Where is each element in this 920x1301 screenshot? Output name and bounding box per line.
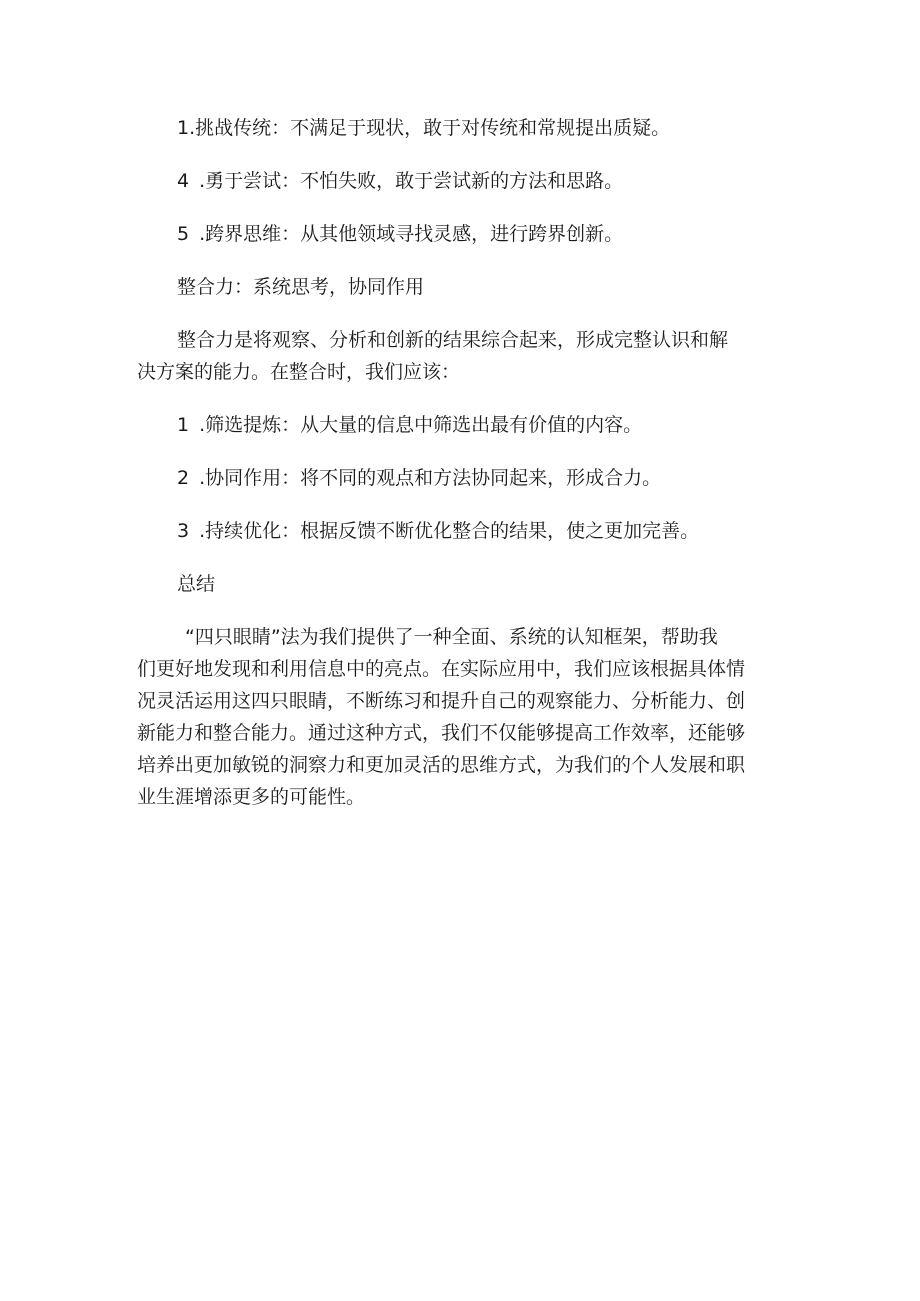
paragraph-line: “四只眼睛”法为我们提供了一种全面、系统的认知框架，帮助我	[185, 626, 718, 648]
paragraph-line: 业生涯增添更多的可能性。	[137, 786, 366, 808]
list-text: .跨界思维：从其他领域寻找灵感，进行跨界创新。	[199, 223, 624, 245]
list-number: 4	[177, 170, 190, 192]
paragraph-line: 况灵活运用这四只眼睛，不断练习和提升自己的观察能力、分析能力、创	[137, 690, 746, 712]
paragraph-line: 们更好地发现和利用信息中的亮点。在实际应用中，我们应该根据具体情	[137, 658, 746, 680]
paragraph-line: 整合力是将观察、分析和创新的结果综合起来，形成完整认识和解	[177, 329, 729, 351]
paragraph-line: 培养出更加敏锐的洞察力和更加灵活的思维方式，为我们的个人发展和职	[137, 754, 746, 776]
list-item	[137, 218, 787, 250]
list-text: 挑战传统：不满足于现状，敢于对传统和常规提出质疑。	[195, 117, 671, 139]
paragraph-line: 新能力和整合能力。通过这种方式，我们不仅能够提高工作效率，还能够	[137, 722, 746, 744]
list-number: 1.	[177, 117, 196, 139]
summary-heading: 总结	[177, 573, 216, 595]
list-text: .持续优化：根据反馈不断优化整合的结果，使之更加完善。	[199, 520, 700, 542]
list-item	[137, 515, 787, 547]
document-body	[137, 112, 787, 834]
list-item	[137, 112, 787, 144]
list-number: 1	[177, 414, 190, 436]
list-item	[137, 409, 787, 441]
list-number: 5	[177, 223, 190, 245]
list-number: 2	[177, 467, 190, 489]
list-item	[137, 462, 787, 494]
list-item	[137, 165, 787, 197]
list-text: .勇于尝试：不怕失败，敢于尝试新的方法和思路。	[199, 170, 624, 192]
list-text: .协同作用：将不同的观点和方法协同起来，形成合力。	[199, 467, 662, 489]
section-heading: 整合力：系统思考，协同作用	[177, 276, 425, 298]
list-number: 3	[177, 520, 190, 542]
list-text: .筛选提炼：从大量的信息中筛选出最有价值的内容。	[199, 414, 643, 436]
paragraph-line: 决方案的能力。在整合时，我们应该：	[137, 361, 461, 383]
section-intro-paragraph	[137, 324, 787, 388]
summary-paragraph	[137, 621, 787, 813]
